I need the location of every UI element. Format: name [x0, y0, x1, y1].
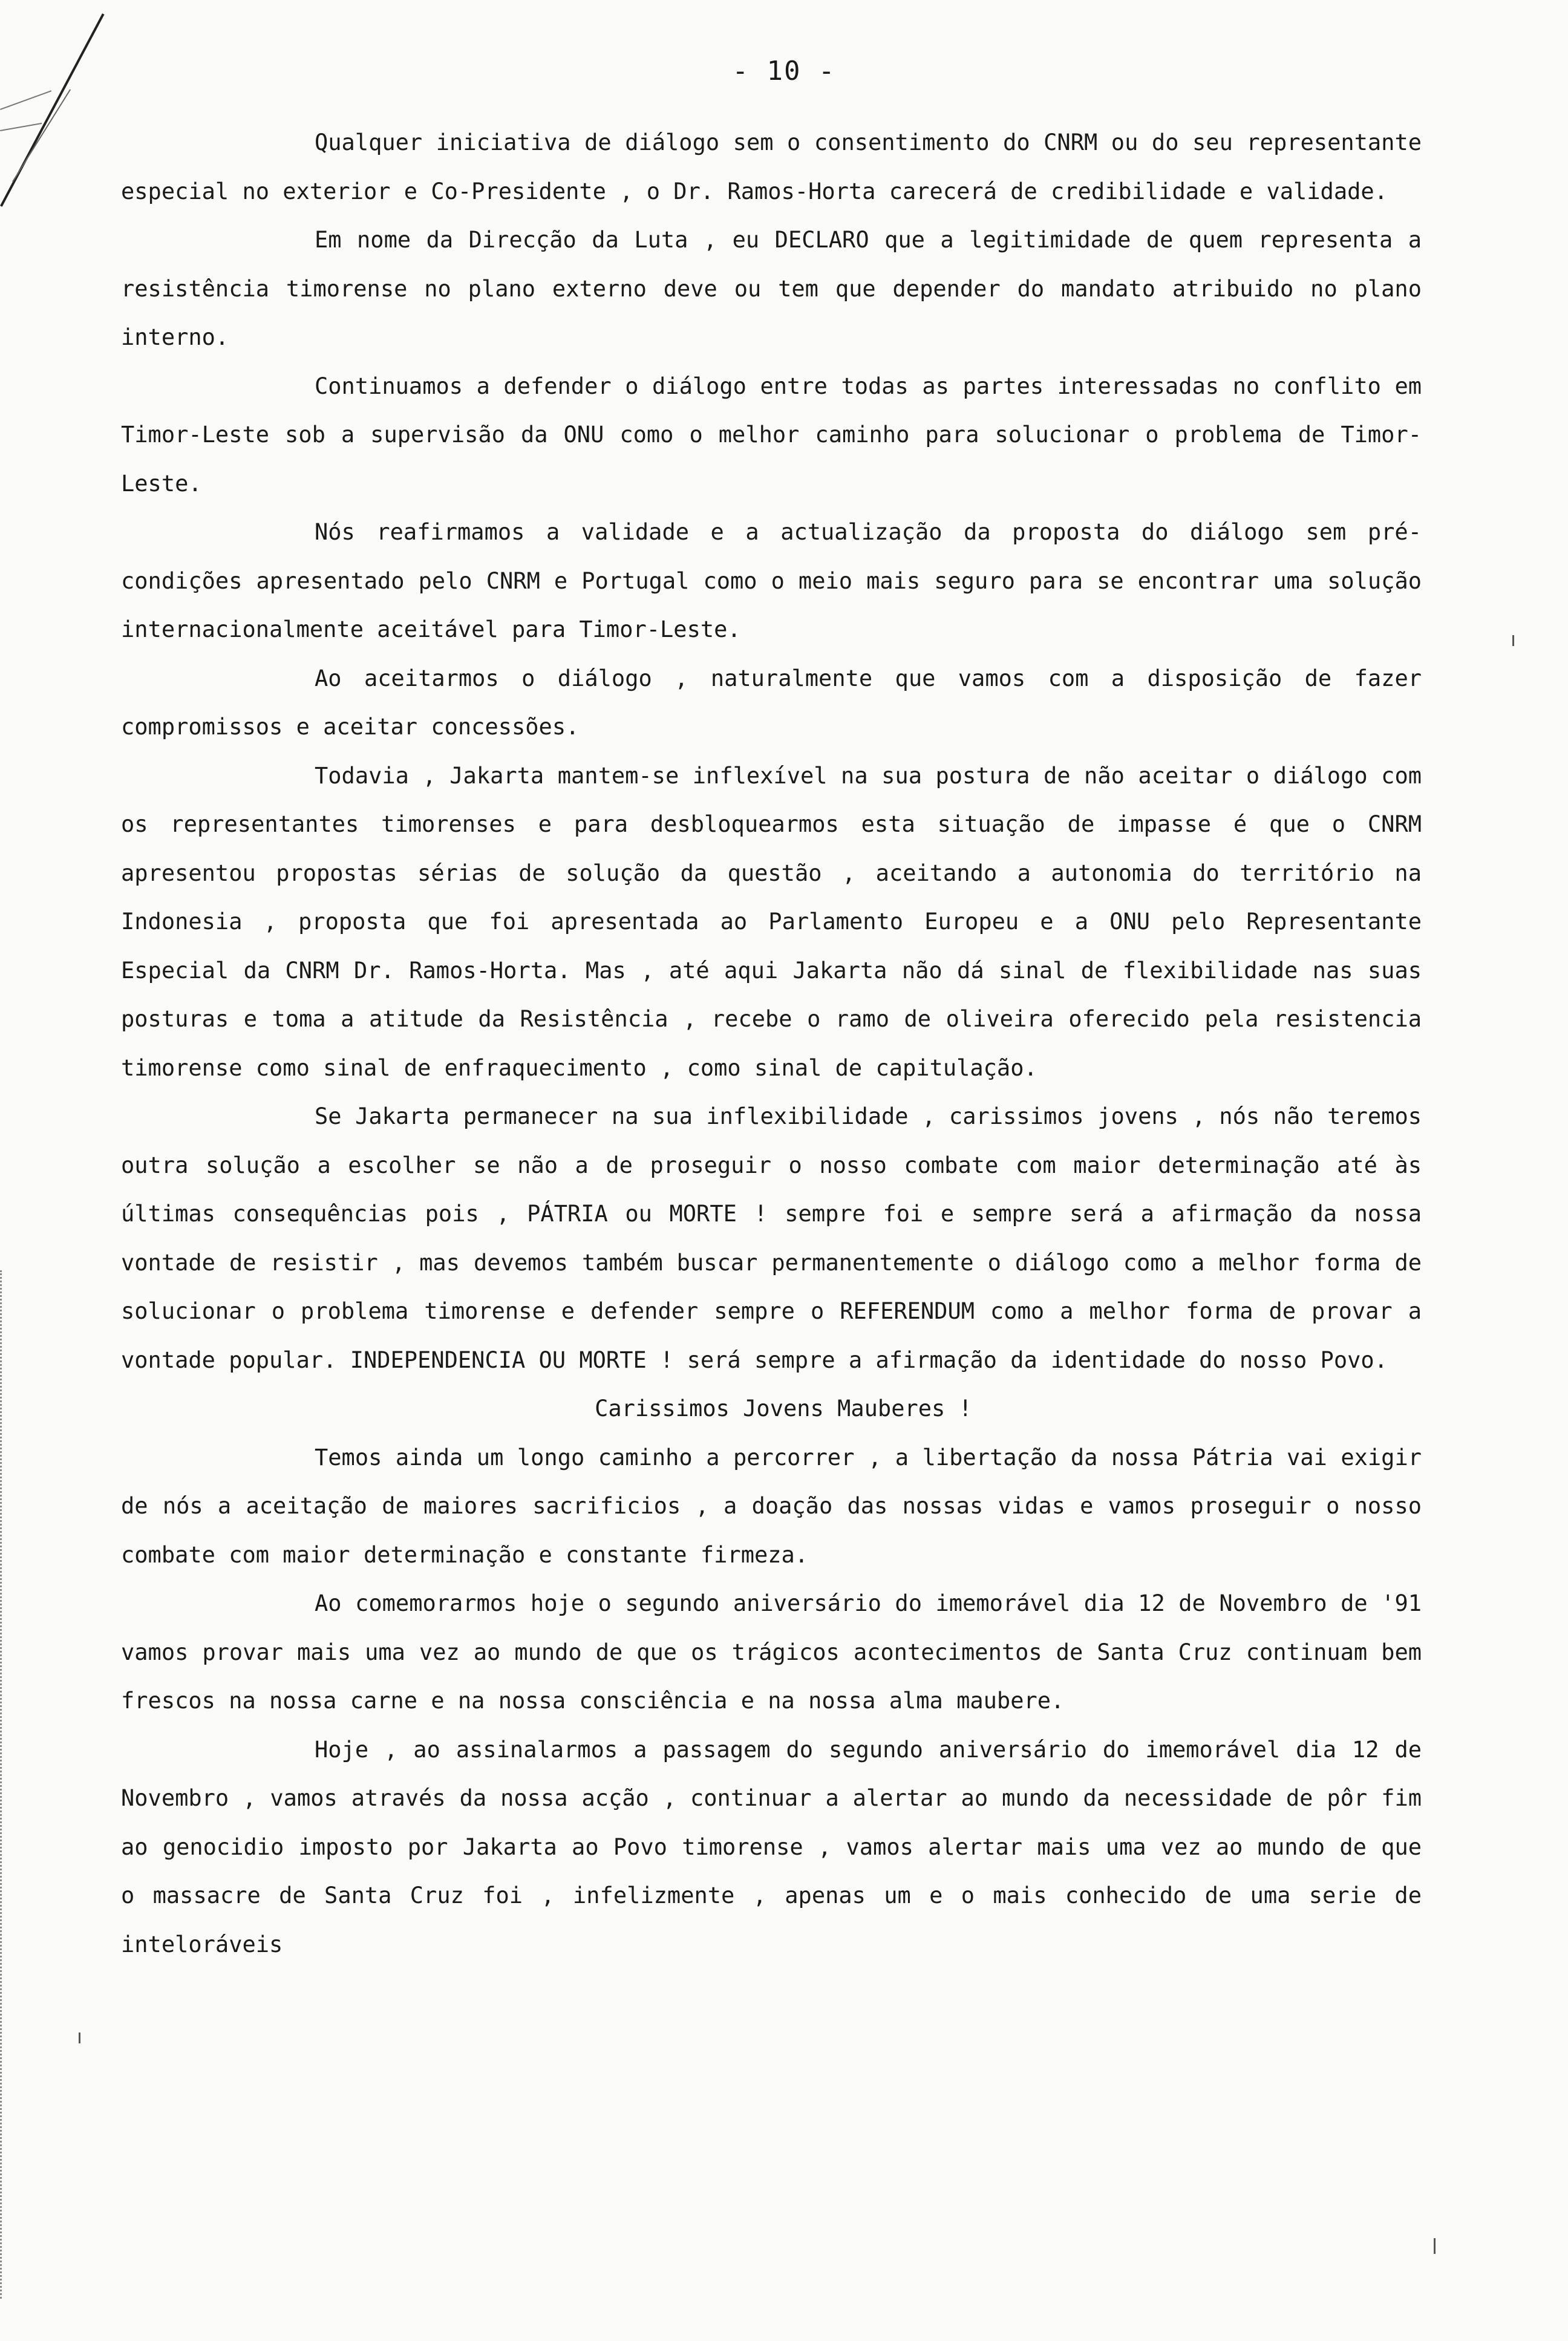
paragraph: Nós reafirmamos a validade e a actualização da proposta do diálogo sem pré-condições apresentado pelo CNRM e Portugal como o meio mais seguro para se encontrar uma solução internacionalmente aceitável para Timor-Leste. — [121, 519, 1422, 642]
paragraph: Se Jakarta permanecer na sua inflexibilidade , carissimos jovens , nós não teremos outra solução a escolher se não a de proseguir o nosso combate com maior determinação até às últimas consequências pois , PÁTRIA ou MORTE ! sempre foi e sempre será a afirmação da nossa vontade de resistir , mas devemos também buscar permanentemente o diálogo como a melhor forma de solucionar o problema timorense e defender sempre o REFERENDUM como a melhor forma de provar a vontade popular. INDEPENDENCIA OU MORTE ! será sempre a afirmação da identidade do nosso Povo. — [121, 1103, 1422, 1373]
margin-mark — [79, 2032, 80, 2043]
body-text — [121, 119, 1422, 1969]
paragraph: Continuamos a defender o diálogo entre todas as partes interessadas no conflito em Timor-Leste sob a supervisão da ONU como o melhor caminho para solucionar o problema de Timor-Leste. — [121, 373, 1422, 497]
margin-mark — [1512, 635, 1514, 646]
paragraph: Em nome da Direcção da Luta , eu DECLARO que a legitimidade de quem representa a resistência timorense no plano externo deve ou tem que depender do mandato atribuido no plano interno. — [121, 227, 1422, 350]
paragraph: Hoje , ao assinalarmos a passagem do segundo aniversário do imemorável dia 12 de Novembro , vamos através da nossa acção , continuar a alertar ao mundo da necessidade de pôr fim ao genocidio imposto por Jakarta ao Povo timorense , vamos alertar mais uma vez ao mundo de que o massacre de Santa Cruz foi , infelizmente , apenas um e o mais conhecido de uma serie de inteloráveis — [121, 1736, 1422, 1957]
paragraph: Qualquer iniciativa de diálogo sem o consentimento do CNRM ou do seu representante especial no exterior e Co-Presidente , o Dr. Ramos-Horta carecerá de credibilidade e validade. — [121, 129, 1422, 204]
paragraph: Temos ainda um longo caminho a percorrer , a libertação da nossa Pátria vai exigir de nós a aceitação de maiores sacrificios , a doação das nossas vidas e vamos proseguir o nosso combate com maior determinação e constante firmeza. — [121, 1444, 1422, 1568]
section-heading: Carissimos Jovens Mauberes ! — [595, 1396, 972, 1422]
page-number: - 10 - — [732, 56, 836, 87]
paragraph: Todavia , Jakarta mantem-se inflexível na sua postura de não aceitar o diálogo com os representantes timorenses e para desbloquearmos esta situação de impasse é que o CNRM apresentou propostas sérias de solução da questão , aceitando a autonomia do território na Indonesia , proposta que foi apresentada ao Parlamento Europeu e a ONU pelo Representante Especial da CNRM Dr. Ramos-Horta. Mas , até aqui Jakarta não dá sinal de flexibilidade nas suas posturas e toma a atitude da Resistência , recebe o ramo de oliveira oferecido pela resistencia timorense como sinal de enfraquecimento , como sinal de capitulação. — [121, 762, 1422, 1081]
paragraph: Ao comemorarmos hoje o segundo aniversário do imemorável dia 12 de Novembro de '91 vamos provar mais uma vez ao mundo de que os trágicos acontecimentos de Santa Cruz continuam bem frescos na nossa carne e na nossa consciência e na nossa alma maubere. — [121, 1590, 1422, 1714]
margin-mark — [1434, 2238, 1436, 2254]
paragraph: Ao aceitarmos o diálogo , naturalmente que vamos com a disposição de fazer compromissos e aceitar concessões. — [121, 665, 1422, 740]
scan-edge-artifact — [0, 1270, 8, 2299]
